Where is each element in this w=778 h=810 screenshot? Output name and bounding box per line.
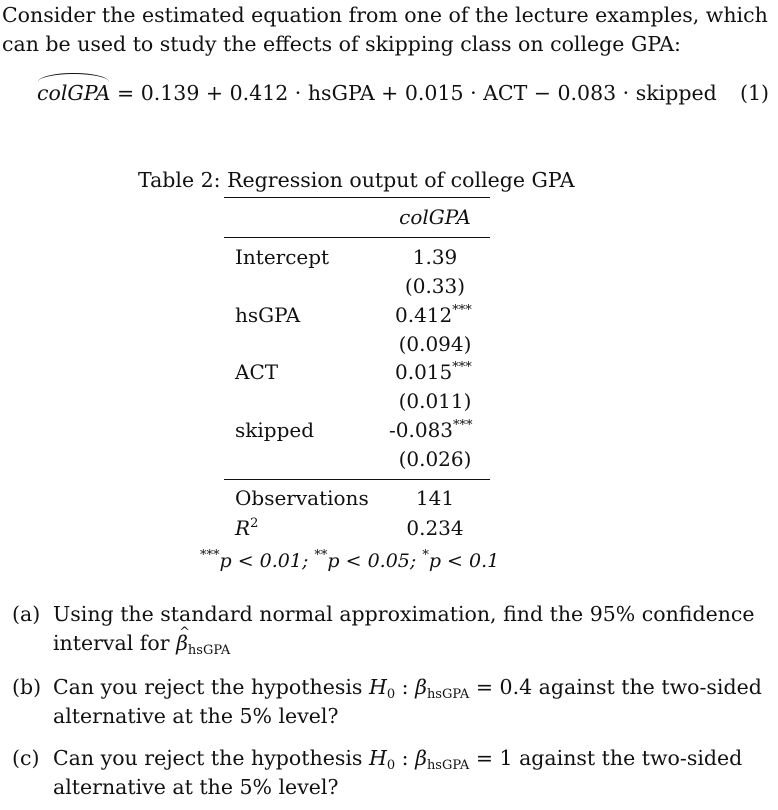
- stat-label-r2: $R^2$: [235, 516, 259, 540]
- table-caption: Table 2: Regression output of college GPA: [138, 168, 575, 192]
- se-skipped: (0.026): [398, 447, 472, 471]
- equation-number: (1): [740, 81, 770, 105]
- intro-line-2: can be used to study the effects of skipping class on college GPA:: [2, 32, 681, 56]
- coef-skipped: -0.083***: [389, 418, 473, 442]
- coef-act: 0.015***: [395, 360, 472, 384]
- column-header: colGPA: [399, 205, 471, 229]
- coef-hsgpa: 0.412***: [395, 303, 472, 327]
- se-hsgpa: (0.094): [398, 332, 472, 356]
- question-c-line-2: alternative at the 5% level?: [53, 775, 339, 799]
- table-mid-rule: [224, 237, 490, 238]
- stars-act: ***: [452, 360, 472, 375]
- table-stats-rule: [224, 479, 490, 480]
- question-a-line-2: interval for ^ $\beta_{hsGPA}$: [53, 629, 230, 665]
- question-b-label: (b): [12, 675, 42, 699]
- stat-label-observations: Observations: [235, 486, 369, 510]
- question-b-line-1: Can you reject the hypothesis $H_0$ : $\beta_{hsGPA} = 0.4$ against the two-sided: [53, 675, 762, 702]
- intro-line-1: Consider the estimated equation from one of the lecture examples, which: [2, 3, 768, 27]
- stat-value-r2: 0.234: [406, 516, 464, 540]
- stat-value-observations: 141: [415, 486, 455, 510]
- row-label-act: ACT: [235, 360, 279, 384]
- se-intercept: (0.33): [404, 274, 466, 298]
- table-top-rule: [224, 197, 490, 198]
- beta-hat-symbol: ^ β: [176, 629, 188, 658]
- se-act: (0.011): [398, 389, 472, 413]
- question-a-line-1: Using the standard normal approximation, find the 95% confidence: [53, 602, 755, 626]
- significance-footnote: ***p < 0.01; **p < 0.05; *p < 0.1: [200, 548, 500, 572]
- question-a-label: (a): [12, 602, 41, 626]
- coef-intercept: 1.39: [412, 245, 458, 269]
- equation-rhs: = 0.139 + 0.412 · hsGPA + 0.015 · ACT − 0.083 · skipped: [117, 81, 717, 105]
- row-label-hsgpa: hsGPA: [235, 303, 301, 327]
- row-label-intercept: Intercept: [235, 245, 330, 269]
- equation: [37, 79, 717, 108]
- stars-skipped: ***: [453, 418, 473, 433]
- row-label-skipped: skipped: [235, 418, 315, 442]
- equation-lhs: colGPA: [37, 79, 110, 108]
- question-b-line-2: alternative at the 5% level?: [53, 704, 339, 728]
- stars-hsgpa: ***: [452, 303, 472, 318]
- question-c-line-1: Can you reject the hypothesis $H_0$ : $\beta_{hsGPA} = 1$ against the two-sided: [53, 746, 743, 773]
- question-c-label: (c): [12, 746, 40, 770]
